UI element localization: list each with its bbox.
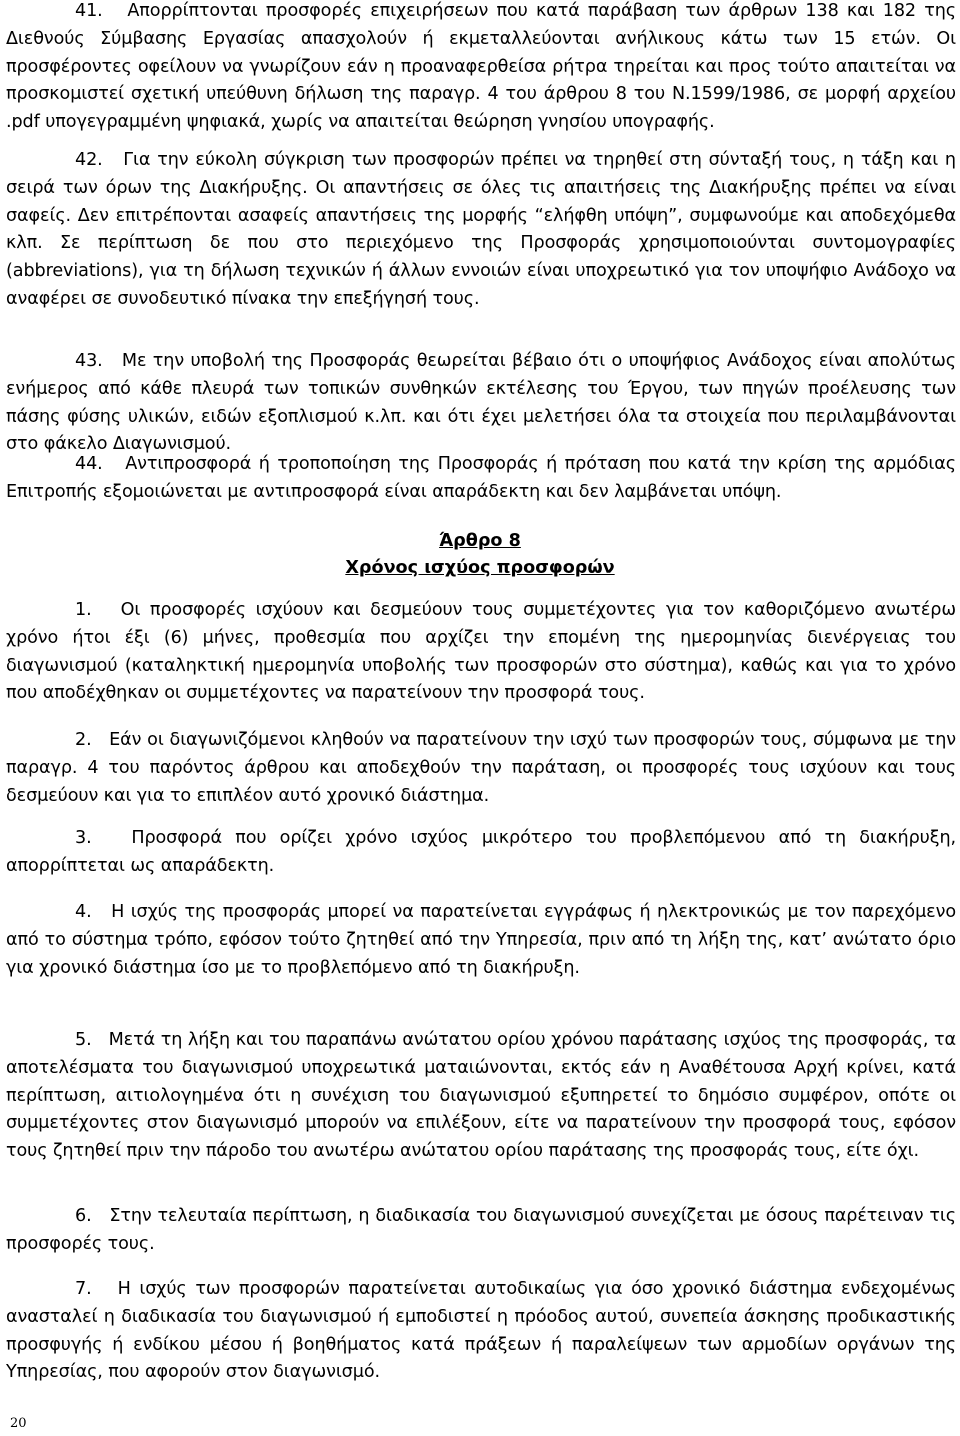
paragraph-number: 44. [75,454,103,474]
paragraph-42 [6,147,956,314]
item-number: 1. [75,600,92,620]
paragraph-number: 42. [75,150,103,170]
item-number: 6. [75,1206,92,1226]
item-text: Η ισχύς των προσφορών παρατείνεται αυτοδικαίως για όσο χρονικό διάστημα ενδεχομένως ανασταλεί η διαδικασία του διαγωνισμού ή εμποδιστεί η πρόοδος αυτού, συνεπεία άσκησης προδικαστικής προσφυγής ή ενδίκου μέσου ή βοηθήματος κατά πράξεων ή παραλείψεων των αρμοδίων οργάνων της Υπηρεσίας, που αφορούν στον διαγωνισμό. [6,1279,956,1383]
article-item-1 [6,597,956,708]
item-text: Στην τελευταία περίπτωση, η διαδικασία του διαγωνισμού συνεχίζεται με όσους παρέτειναν τις προσφορές τους. [6,1206,956,1254]
item-number: 4. [75,902,92,922]
article-item-7 [6,1276,956,1387]
article-item-4 [6,899,956,982]
article-item-3 [6,825,956,881]
paragraph-44 [6,451,956,507]
article-item-5 [6,1027,956,1166]
item-text: Εάν οι διαγωνιζόμενοι κληθούν να παρατείνουν την ισχύ των προσφορών τους, σύμφωνα με την παραγρ. 4 του παρόντος άρθρου και αποδεχθούν την παράταση, οι προσφορές τους ισχύουν και τους δεσμεύουν και για το επιπλέον αυτό χρονικό διάστημα. [6,730,957,806]
item-text: Η ισχύς της προσφοράς μπορεί να παρατείνεται εγγράφως ή ηλεκτρονικώς με τον παρεχόμενο από το σύστημα τρόπο, εφόσον τούτο ζητηθεί από την Υπηρεσία, πριν από τη λήξη της, κατ’ ανώτατο όριο για χρονικό διάστημα ίσο με το προβλεπόμενο από τη διακήρυξη. [6,902,956,978]
paragraph-text: Για την εύκολη σύγκριση των προσφορών πρέπει να τηρηθεί στη σύνταξή τους, η τάξη και η σειρά των όρων της Διακήρυξης. Οι απαντήσεις σε όλες τις απαιτήσεις της Διακήρυξης πρέπει να είναι σαφείς. Δεν επιτρέπονται ασαφείς απαντήσεις της μορφής “ελήφθη υπόψη”, συμφωνούμε και αποδεχόμεθα κλπ. Σε περίπτωση δε που στο περιεχόμενο της Προσφοράς χρησιμοποιούνται συντομογραφίες (abbreviations), για τη δήλωση τεχνικών ή άλλων εννοιών είναι υποχρεωτικό για τον υποψήφιο Ανάδοχο να αναφέρει σε συνοδευτικό πίνακα την επεξήγησή τους. [6,150,956,309]
paragraph-text: Με την υποβολή της Προσφοράς θεωρείται βέβαιο ότι ο υποψήφιος Ανάδοχος είναι απολύτως ενήμερος από κάθε πλευρά των τοπικών συνθηκών εκτέλεσης του Έργου, των πηγών προέλευσης των πάσης φύσης υλικών, ειδών εξοπλισμού κ.λπ. και ότι έχει μελετήσει όλα τα στοιχεία που περιλαμβάνονται στο φάκελο Διαγωνισμού. [6,351,956,455]
item-text: Προσφορά που ορίζει χρόνο ισχύος μικρότερο του προβλεπόμενου από τη διακήρυξη, απορρίπτεται ως απαράδεκτη. [6,828,956,876]
page-number: 20 [10,1416,27,1431]
paragraph-text: Απορρίπτονται προσφορές επιχειρήσεων που κατά παράβαση των άρθρων 138 και 182 της Διεθνούς Σύμβασης Εργασίας απασχολούν ή εκμεταλλεύονται ανήλικους κάτω των 15 ετών. Οι προσφέροντες οφείλουν να γνωρίζουν εάν η προαναφερθείσα ρήτρα τηρείται και προς τούτο απαιτείται να προσκομιστεί σχετική υπεύθυνη δήλωση της παραγρ. 4 του άρθρου 8 του Ν.1599/1986, σε μορφή αρχείου .pdf υπογεγραμμένη ψηφιακά, χωρίς να απαιτείται θεώρηση γνησίου υπογραφής. [6,1,956,133]
item-number: 3. [75,828,92,848]
item-number: 5. [75,1030,92,1050]
article-title-heading: Χρόνος ισχύος προσφορών [345,558,615,578]
article-item-2 [6,727,956,810]
item-number: 2. [75,730,92,750]
paragraph-number: 41. [75,1,103,21]
article-number-heading: Άρθρο 8 [439,531,521,551]
article-item-6 [6,1203,956,1259]
paragraph-number: 43. [75,351,103,371]
paragraph-text: Αντιπροσφορά ή τροποποίηση της Προσφοράς ή πρόταση που κατά την κρίση της αρμόδιας Επιτροπής εξομοιώνεται με αντιπροσφορά είναι απαράδεκτη και δεν λαμβάνεται υπόψη. [6,454,956,502]
paragraph-41 [6,0,956,137]
item-text: Μετά τη λήξη και του παραπάνω ανώτατου ορίου χρόνου παράτασης ισχύος της προσφοράς, τα αποτελέσματα του διαγωνισμού υποχρεωτικά ματαιώνονται, εκτός εάν η Αναθέτουσα Αρχή κρίνει, κατά περίπτωση, αιτιολογημένα ότι η συνέχιση του διαγωνισμού εξυπηρετεί το δημόσιο συμφέρον, οπότε οι συμμετέχοντες στον διαγωνισμό μπορούν να επιλέξουν, είτε να παρατείνουν την προσφορά τους, εφόσον τους ζητηθεί πριν την πάροδο του ανωτέρω ανώτατου ορίου παράτασης της προσφοράς τους, είτε όχι. [6,1030,957,1162]
item-number: 7. [75,1279,92,1299]
item-text: Οι προσφορές ισχύουν και δεσμεύουν τους συμμετέχοντες για τον καθοριζόμενο ανωτέρω χρόνο ήτοι έξι (6) μήνες, προθεσμία που αρχίζει την επομένη της ημερομηνίας διενέργειας του διαγωνισμού (καταληκτική ημερομηνία υποβολής των προσφορών στο σύστημα), καθώς και για το χρόνο που αποδέχθηκαν οι συμμετέχοντες να παρατείνουν την προσφορά τους. [6,600,956,704]
paragraph-43 [6,348,956,459]
